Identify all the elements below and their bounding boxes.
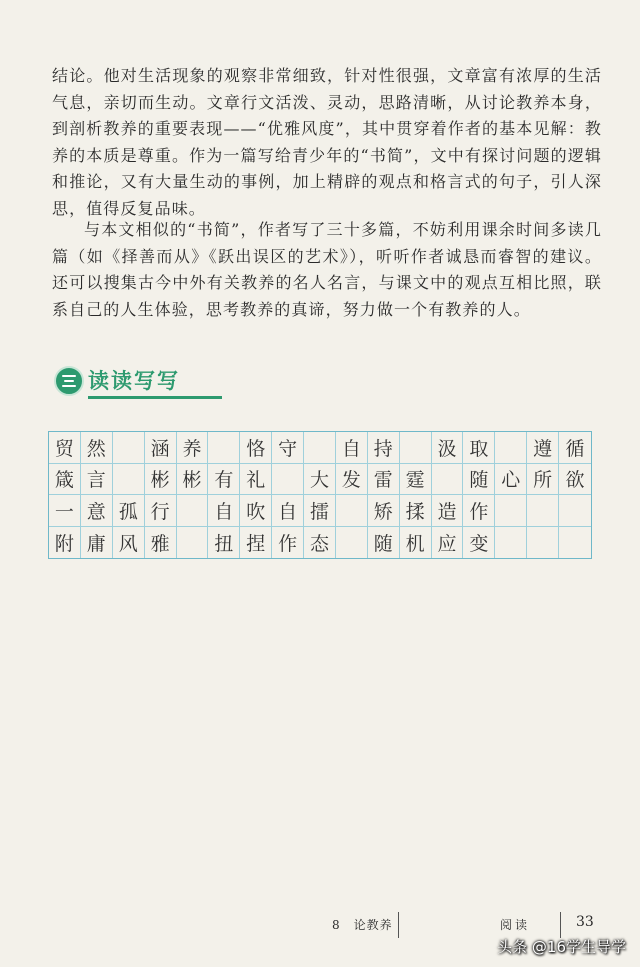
grid-cell: 心 <box>495 464 527 496</box>
grid-cell <box>208 432 240 464</box>
writing-practice-grid <box>48 431 592 559</box>
grid-cell: 养 <box>177 432 209 464</box>
watermark: 头条 @16学生导学 <box>497 938 626 956</box>
grid-cell <box>400 432 432 464</box>
grid-cell: 扭 <box>208 527 240 559</box>
grid-cell: 吹 <box>240 495 272 527</box>
paragraph-1: 结论。他对生活现象的观察非常细致，针对性很强，文章富有浓厚的生活气息，亲切而生动。文章行文活泼、灵动，思路清晰，从讨论教养本身，到剖析教养的重要表现——“优雅风度”，其中贯穿着作者的基本见解：教养的本质是尊重。作为一篇写给青少年的“书简”，文中有探讨问题的逻辑和推论，又有大量生动的事例，加上精辟的观点和格言式的句子，引人深思，值得反复品味。 <box>52 66 602 218</box>
grid-cell: 作 <box>272 527 304 559</box>
section-underline <box>88 396 222 399</box>
grid-cell: 态 <box>304 527 336 559</box>
grid-cell: 汲 <box>432 432 464 464</box>
grid-cell: 自 <box>336 432 368 464</box>
grid-cell <box>177 495 209 527</box>
grid-cell: 变 <box>463 527 495 559</box>
grid-cell <box>527 495 559 527</box>
grid-cell: 自 <box>208 495 240 527</box>
grid-cell <box>559 495 591 527</box>
grid-cell: 涵 <box>145 432 177 464</box>
grid-cell: 捏 <box>240 527 272 559</box>
grid-cell: 机 <box>400 527 432 559</box>
grid-cell: 然 <box>81 432 113 464</box>
grid-cell: 作 <box>463 495 495 527</box>
grid-cell: 彬 <box>177 464 209 496</box>
footer-divider <box>398 912 399 938</box>
grid-cell <box>432 464 464 496</box>
grid-cell: 随 <box>368 527 400 559</box>
grid-cell: 雅 <box>145 527 177 559</box>
footer-divider <box>560 912 561 938</box>
grid-cell: 孤 <box>113 495 145 527</box>
grid-cell: 霆 <box>400 464 432 496</box>
grid-cell: 贸 <box>49 432 81 464</box>
grid-cell <box>272 464 304 496</box>
grid-cell <box>495 432 527 464</box>
grid-cell: 持 <box>368 432 400 464</box>
grid-cell: 发 <box>336 464 368 496</box>
grid-cell: 风 <box>113 527 145 559</box>
grid-cell: 意 <box>81 495 113 527</box>
grid-cell: 礼 <box>240 464 272 496</box>
grid-cell <box>495 527 527 559</box>
grid-cell <box>113 432 145 464</box>
grid-cell: 附 <box>49 527 81 559</box>
grid-cell: 揉 <box>400 495 432 527</box>
grid-cell: 自 <box>272 495 304 527</box>
page-number: 33 <box>576 914 594 930</box>
grid-cell: 随 <box>463 464 495 496</box>
grid-cell: 取 <box>463 432 495 464</box>
grid-cell: 循 <box>559 432 591 464</box>
grid-cell: 矫 <box>368 495 400 527</box>
chapter-label: 8 论教养 <box>332 918 393 932</box>
grid-cell: 欲 <box>559 464 591 496</box>
grid-cell: 彬 <box>145 464 177 496</box>
section-label: 阅读 <box>500 918 531 932</box>
grid-cell: 有 <box>208 464 240 496</box>
section-heading <box>54 364 274 404</box>
grid-cell: 行 <box>145 495 177 527</box>
grid-cell: 雷 <box>368 464 400 496</box>
grid-cell: 守 <box>272 432 304 464</box>
grid-cell <box>336 495 368 527</box>
grid-cell <box>495 495 527 527</box>
section-three-badge-icon <box>54 366 84 396</box>
grid-cell: 庸 <box>81 527 113 559</box>
grid-cell <box>304 432 336 464</box>
grid-cell: 恪 <box>240 432 272 464</box>
grid-cell <box>559 527 591 559</box>
grid-cell: 言 <box>81 464 113 496</box>
grid-cell: 一 <box>49 495 81 527</box>
grid-cell: 应 <box>432 527 464 559</box>
grid-cell: 所 <box>527 464 559 496</box>
grid-cell: 擂 <box>304 495 336 527</box>
section-title: 读读写写 <box>88 369 180 393</box>
grid-cell <box>527 527 559 559</box>
grid-cell: 遵 <box>527 432 559 464</box>
grid-cell <box>177 527 209 559</box>
grid-cell: 大 <box>304 464 336 496</box>
grid-cell <box>113 464 145 496</box>
paragraph-2: 与本文相似的“书简”，作者写了三十多篇，不妨利用课余时间多读几篇（如《择善而从》《跃出误区的艺术》），听听作者诚恳而睿智的建议。还可以搜集古今中外有关教养的名人名言，与课文中的观点互相比照，联系自己的人生体验，思考教养的真谛，努力做一个有教养的人。 <box>52 220 602 319</box>
grid-cell: 造 <box>432 495 464 527</box>
grid-cell: 箴 <box>49 464 81 496</box>
grid-cell <box>336 527 368 559</box>
